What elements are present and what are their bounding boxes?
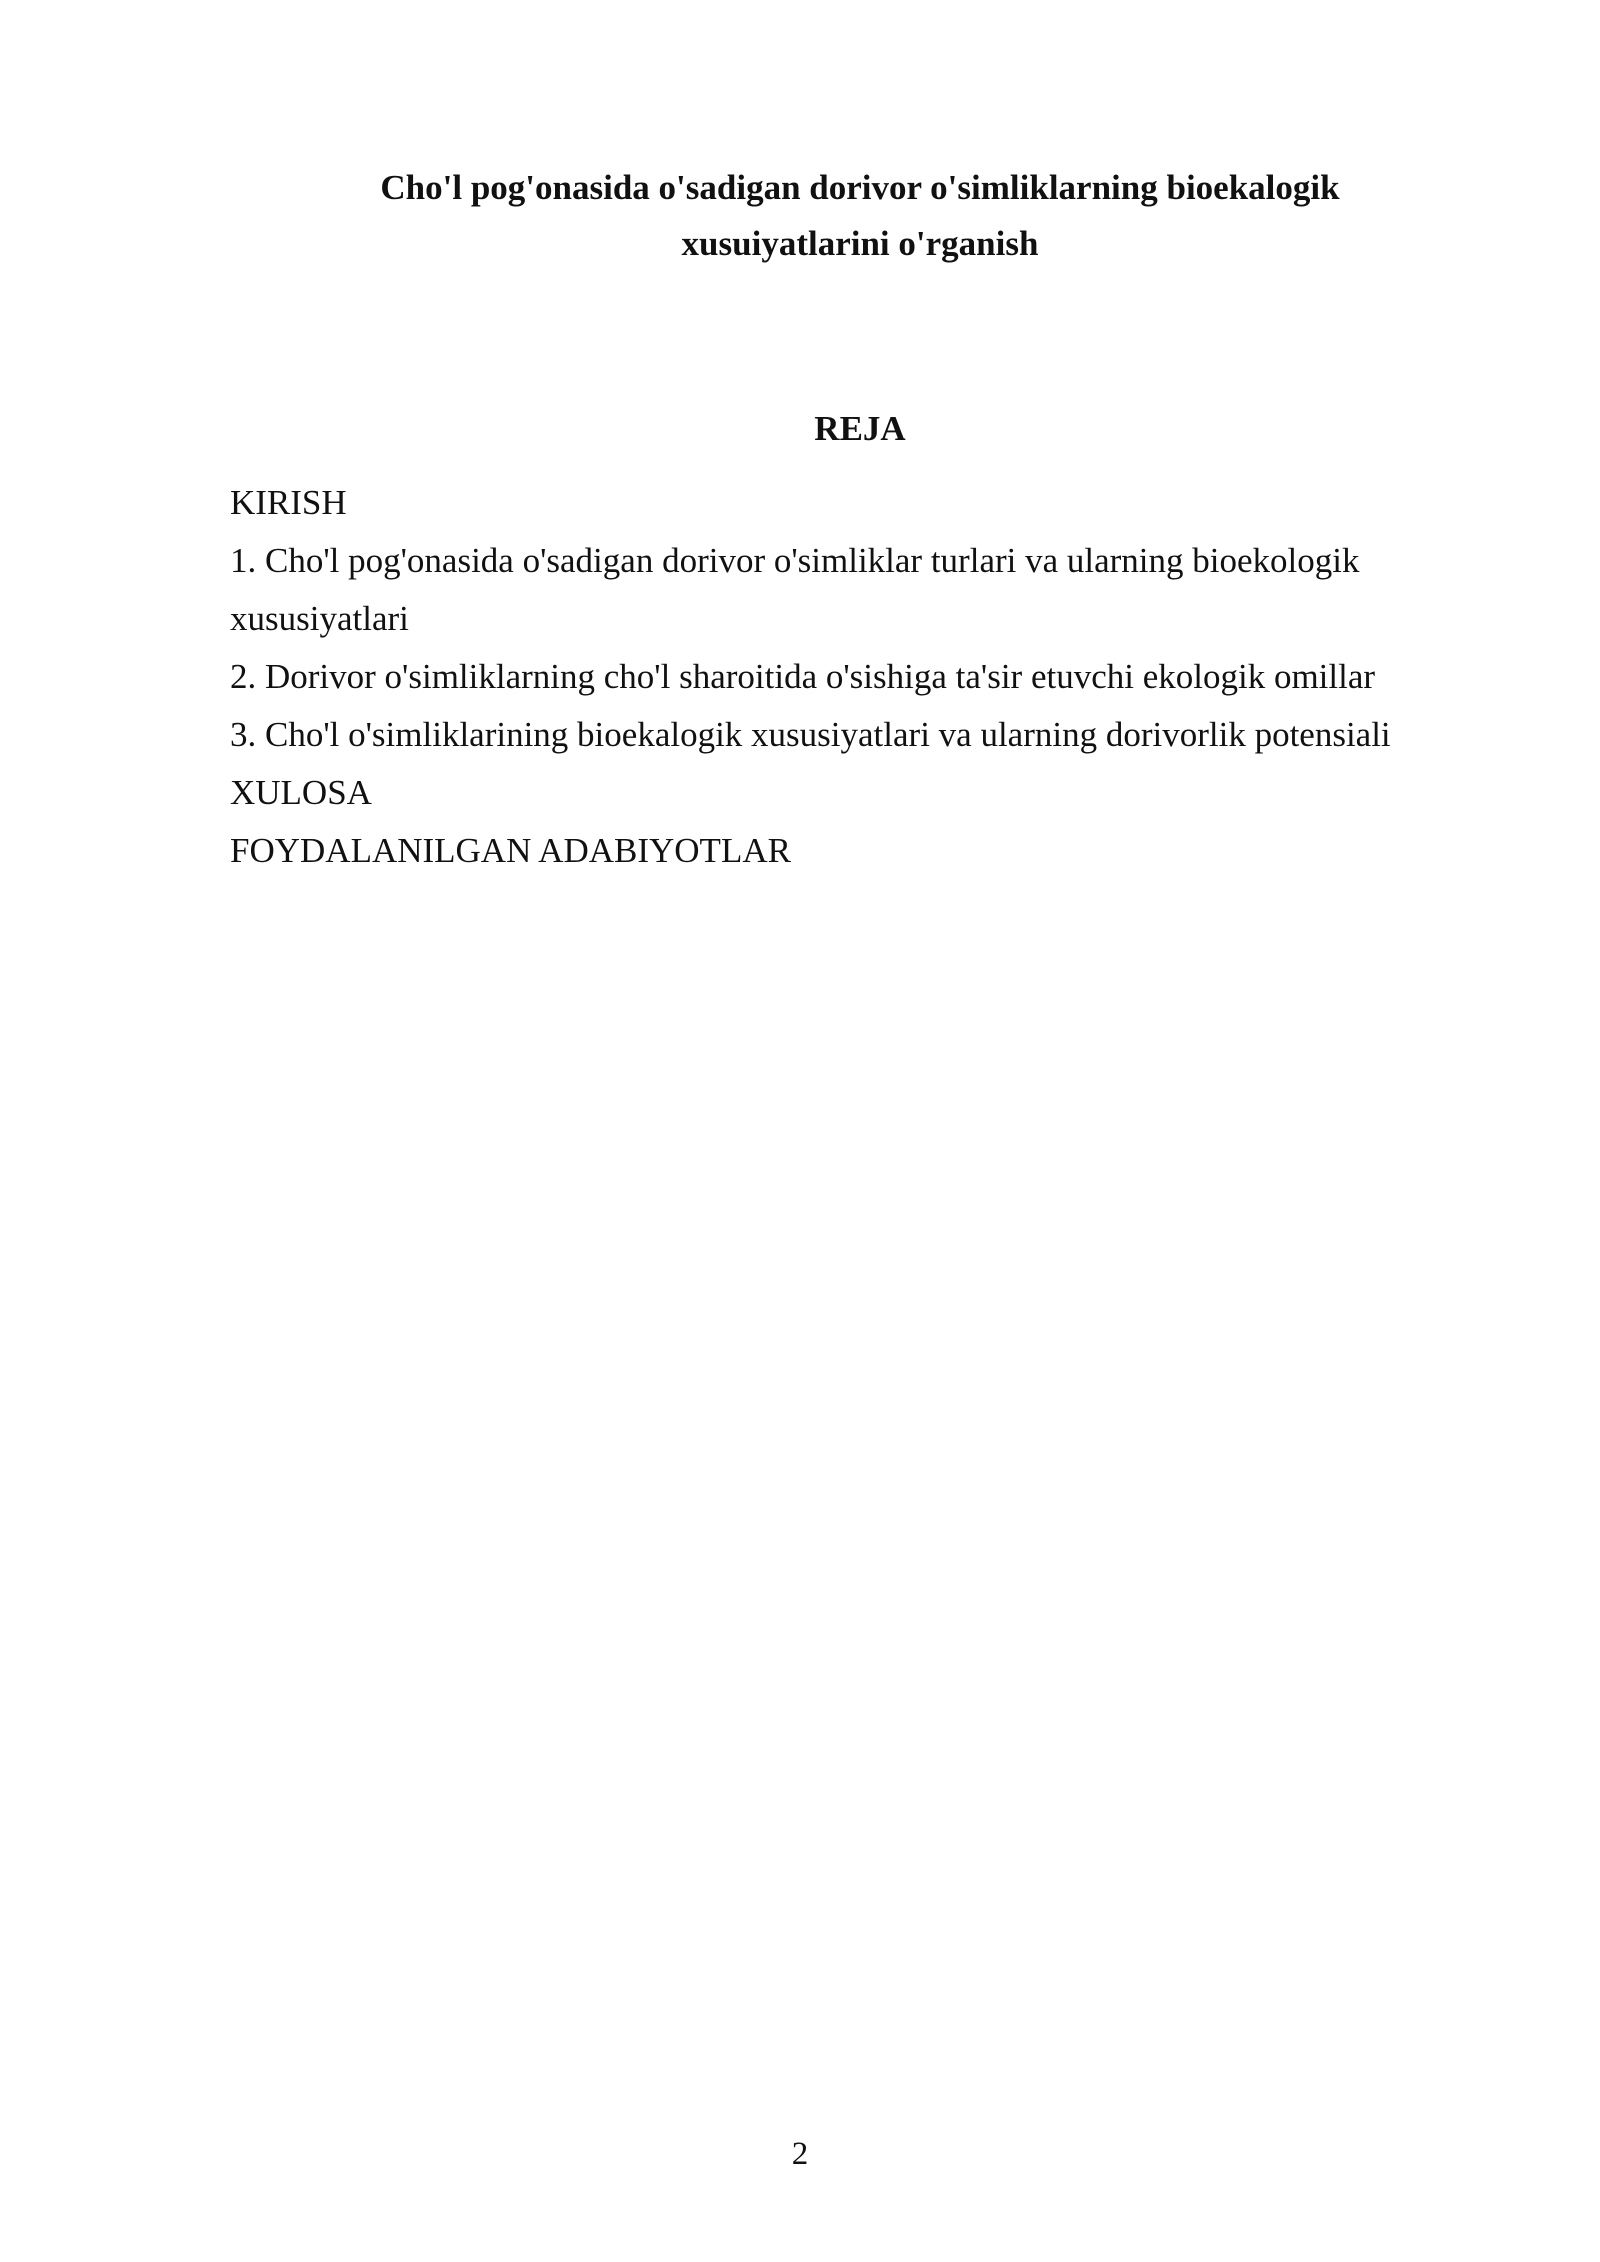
document-title [230,160,1490,272]
plan-item-3: 3. Cho'l o'simliklarining bioekalogik xususiyatlari va ularning dorivorlik potensiali [230,715,1391,754]
page-number: 2 [791,2136,809,2172]
document-title-line-1: Cho'l pog'onasida o'sadigan dorivor o'simliklarning bioekalogik [380,168,1340,207]
document-title-line-2: xusuiyatlarini o'rganish [681,224,1039,263]
plan-item-references: FOYDALANILGAN ADABIYOTLAR [230,831,791,870]
plan-item-2: 2. Dorivor o'simliklarning cho'l sharoitida o'sishiga ta'sir etuvchi ekologik omillar [230,657,1376,696]
plan-item-1-continuation: xususiyatlari [230,599,409,638]
plan-item-introduction: KIRISH [230,483,347,522]
plan-list [230,474,1530,880]
plan-item-conclusion: XULOSA [230,773,372,812]
plan-heading: REJA [814,409,906,448]
plan-item-1: 1. Cho'l pog'onasida o'sadigan dorivor o'simliklar turlari va ularning bioekologik [230,541,1360,580]
